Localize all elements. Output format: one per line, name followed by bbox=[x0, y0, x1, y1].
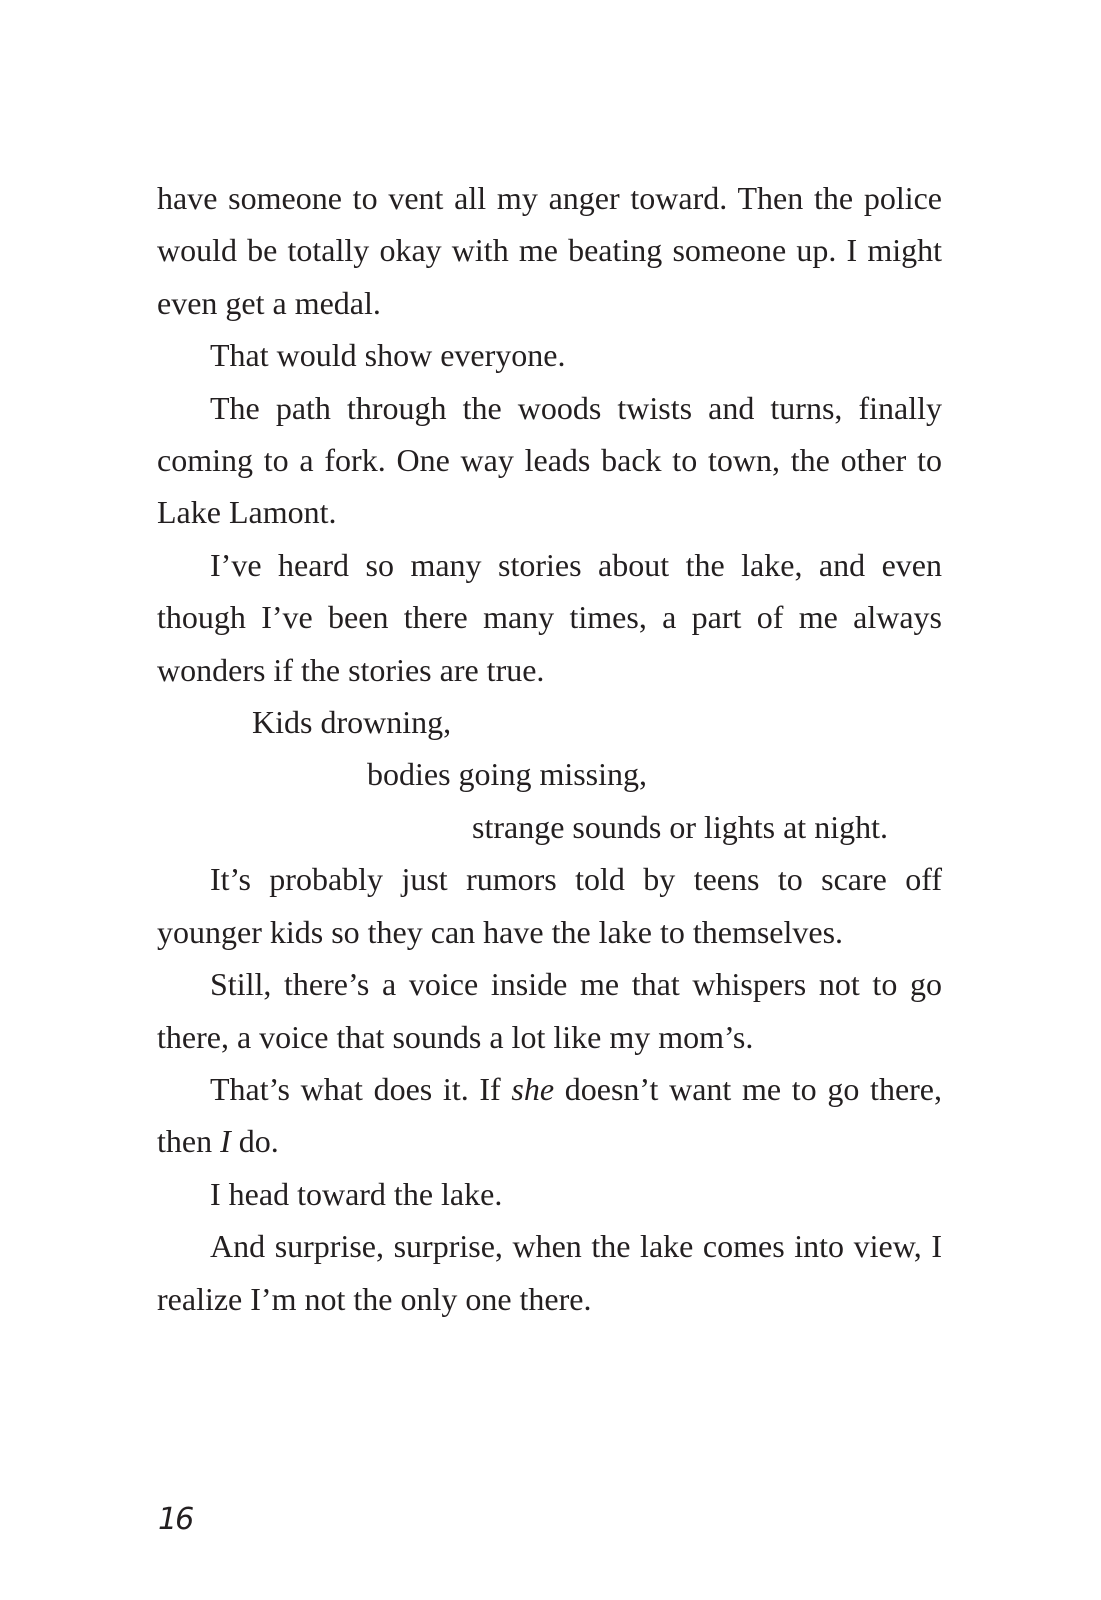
staggered-line: Kids drowning, bbox=[252, 704, 452, 741]
paragraph: The path through the woods twists and turns, finally coming to a fork. One way leads back to town, the other to Lake Lamont. bbox=[157, 389, 942, 531]
paragraph: It’s probably just rumors told by teens to scare off younger kids so they can have the lake to themselves. bbox=[157, 861, 942, 950]
paragraph bbox=[157, 1063, 942, 1168]
paragraph: That would show everyone. bbox=[210, 337, 566, 374]
paragraph: I’ve heard so many stories about the lake, and even though I’ve been there many times, a part of me always wonders if the stories are true. bbox=[157, 546, 942, 688]
paragraph: I head toward the lake. bbox=[210, 1175, 503, 1212]
staggered-line: bodies going missing, bbox=[367, 756, 648, 793]
paragraph: And surprise, surprise, when the lake comes into view, I realize I’m not the only one there. bbox=[157, 1228, 942, 1317]
staggered-line: strange sounds or lights at night. bbox=[472, 808, 888, 845]
text-run: do. bbox=[230, 1123, 279, 1160]
body-text bbox=[157, 172, 942, 1325]
italic-word: I bbox=[220, 1123, 231, 1160]
text-run: doesn’t want me to go there, then bbox=[157, 1070, 943, 1160]
italic-word: she bbox=[511, 1070, 555, 1107]
paragraph-continued: have someone to vent all my anger toward. Then the police would be totally okay with me beating someone up. I might even get a medal. bbox=[157, 180, 942, 321]
text-run: That’s what does it. If bbox=[210, 1070, 512, 1107]
paragraph: Still, there’s a voice inside me that whispers not to go there, a voice that sounds a lot like my mom’s. bbox=[157, 966, 942, 1055]
page-number: 16 bbox=[158, 1502, 193, 1537]
